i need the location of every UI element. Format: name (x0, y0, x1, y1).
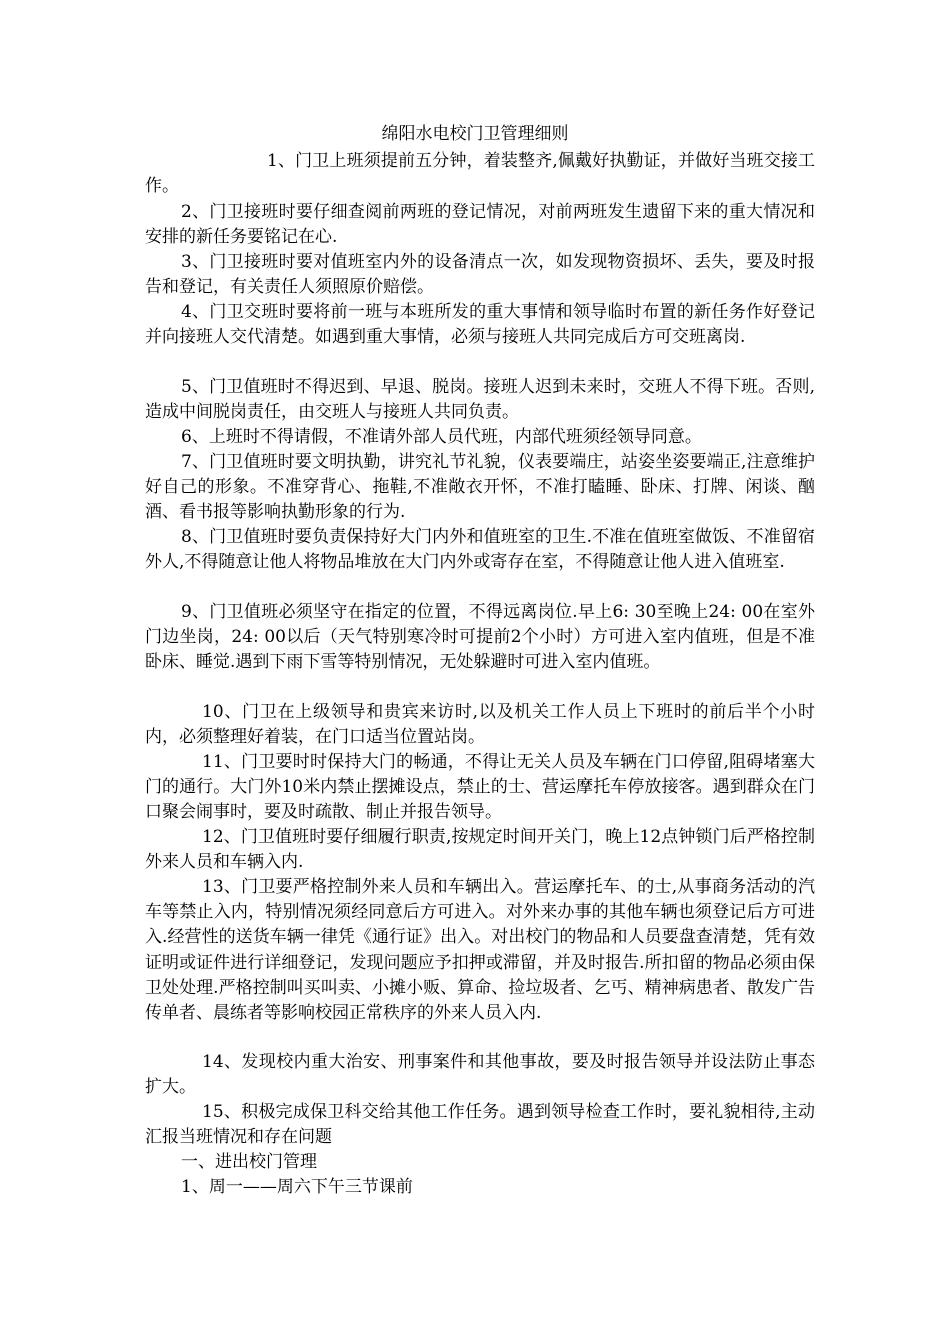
document-title: 绵阳水电校门卫管理细则 (381, 124, 569, 144)
rule-9: 9、门卫值班必须坚守在指定的位置，不得远离岗位.早上6: 30至晚上24: 00在室外门边坐岗，24: 00以后（天气特别寒冷时可提前2个小时）方可进入室内值班，但是不准卧床、睡觉.遇到下雨下雪等特别情况，无处躲避时可进入室内值班。 (145, 602, 815, 673)
rule-13: 13、门卫要严格控制外来人员和车辆出入。营运摩托车、的士,从事商务活动的汽车等禁止入内，特别情况须经同意后方可进入。对外来办事的其他车辆也须登记后方可进入.经营性的送货车辆一律凭《通行证》出入。对出校门的物品和人员要盘查清楚，凭有效证明或证件进行详细登记，发现问题应予扣押或滞留，并及时报告.所扣留的物品必须由保卫处处理.严格控制叫买叫卖、小摊小贩、算命、捡垃圾者、乞丐、精神病患者、散发广告传单者、晨练者等影响校园正常秩序的外来人员入内. (145, 877, 815, 1024)
rule-1: 1、门卫上班须提前五分钟，着装整齐,佩戴好执勤证，并做好当班交接工作。 (145, 151, 815, 197)
rule-3: 3、门卫接班时要对值班室内外的设备清点一次，如发现物资损坏、丢失，要及时报告和登记，有关责任人须照原价赔偿。 (145, 252, 815, 298)
rule-15: 15、积极完成保卫科交给其他工作任务。遇到领导检查工作时，要礼貌相待,主动汇报当班情况和存在问题 (145, 1102, 815, 1148)
subsection-item-1: 1、周一——周六下午三节课前 (181, 1177, 413, 1197)
rule-2: 2、门卫接班时要仔细查阅前两班的登记情况，对前两班发生遗留下来的重大情况和安排的新任务要铭记在心. (145, 202, 815, 248)
rule-4: 4、门卫交班时要将前一班与本班所发的重大事情和领导临时布置的新任务作好登记并向接班人交代清楚。如遇到重大事情，必须与接班人共同完成后方可交班离岗. (145, 302, 815, 348)
rule-8: 8、门卫值班时要负责保持好大门内外和值班室的卫生.不准在值班室做饭、不准留宿外人,不得随意让他人将物品堆放在大门内外或寄存在室，不得随意让他人进入值班室. (145, 527, 815, 573)
rule-5: 5、门卫值班时不得迟到、早退、脱岗。接班人迟到未来时，交班人不得下班。否则,造成中间脱岗责任，由交班人与接班人共同负责。 (145, 377, 815, 423)
rule-12: 12、门卫值班时要仔细履行职责,按规定时间开关门，晚上12点钟锁门后严格控制外来人员和车辆入内. (145, 827, 815, 873)
rule-6: 6、上班时不得请假，不准请外部人员代班，内部代班须经领导同意。 (181, 427, 702, 447)
rule-11: 11、门卫要时时保持大门的畅通，不得让无关人员及车辆在门口停留,阻碍堵塞大门的通行。大门外10米内禁止摆摊设点，禁止的士、营运摩托车停放接客。遇到群众在门口聚会闹事时，要及时疏散、制止并报告领导。 (145, 752, 815, 823)
rule-7: 7、门卫值班时要文明执勤，讲究礼节礼貌，仪表要端庄，站姿坐姿要端正,注意维护好自己的形象。不准穿背心、拖鞋,不准敞衣开怀，不准打瞌睡、卧床、打牌、闲谈、酗酒、看书报等影响执勤形象的行为. (145, 452, 815, 523)
rule-10: 10、门卫在上级领导和贵宾来访时,以及机关工作人员上下班时的前后半个小时内，必须整理好着装，在门口适当位置站岗。 (145, 702, 815, 748)
section-heading-entry-exit: 一、进出校门管理 (181, 1152, 317, 1172)
rule-14: 14、发现校内重大治安、刑事案件和其他事故，要及时报告领导并设法防止事态扩大。 (145, 1052, 815, 1098)
